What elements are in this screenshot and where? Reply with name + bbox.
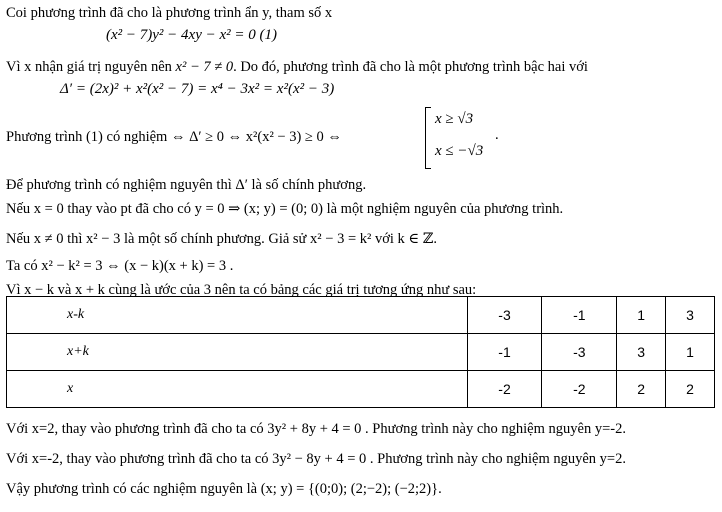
line-divisors: Vì x − k và x + k cùng là ước của 3 nên ta có bảng các giá trị tương ứng như sau: <box>6 282 477 298</box>
table-cell: 3 <box>617 334 666 371</box>
table-cell: -1 <box>467 334 542 371</box>
table-row-head: x-k <box>7 297 468 334</box>
table-row-head: x <box>7 371 468 408</box>
table-cell: -3 <box>467 297 542 334</box>
line-integer-condition-a: Vì x nhận giá trị nguyên nên <box>6 59 176 75</box>
table-cell: -2 <box>542 371 617 408</box>
table-row-head: x+k <box>7 334 468 371</box>
table-row <box>7 371 715 408</box>
line-x-equals-minus-2: Với x=-2, thay vào phương trình đã cho ta có 3y² − 8y + 4 = 0 . Phương trình này cho nghiệm nguyên y=2. <box>6 451 626 467</box>
table-row <box>7 297 715 334</box>
line-case-x-nonzero: Nếu x ≠ 0 thì x² − 3 là một số chính phương. Giả sử x² − 3 = k² với k ∈ ℤ. <box>6 231 437 247</box>
line-factorization: Ta có x² − k² = 3 ⇔ (x − k)(x + k) = 3 . <box>6 258 234 274</box>
table-cell: -2 <box>467 371 542 408</box>
line-integer-condition-math: x² − 7 ≠ 0 <box>175 59 234 75</box>
case-positive: x ≥ √3 <box>435 111 474 127</box>
table-cell: 1 <box>666 334 715 371</box>
table-cell: 2 <box>666 371 715 408</box>
line-case-x-zero: Nếu x = 0 thay vào pt đã cho có y = 0 ⇒ (x; y) = (0; 0) là một nghiệm nguyên của phương trình. <box>6 201 564 217</box>
solution-cases <box>425 107 515 169</box>
cases-period: . <box>495 127 499 143</box>
line-x-equals-2: Với x=2, thay vào phương trình đã cho ta có 3y² + 8y + 4 = 0 . Phương trình này cho nghiệm nguyên y=-2. <box>6 421 626 437</box>
case-negative: x ≤ −√3 <box>435 143 484 159</box>
line-conclusion: Vậy phương trình có các nghiệm nguyên là (x; y) = {(0;0); (2;−2); (−2;2)}. <box>6 481 442 497</box>
line-integer-condition-b: . Do đó, phương trình đã cho là một phương trình bậc hai với <box>233 59 588 75</box>
table-row <box>7 334 715 371</box>
table-cell: -3 <box>542 334 617 371</box>
table-cell: -1 <box>542 297 617 334</box>
cases-bracket <box>425 107 431 169</box>
line-integer-condition <box>6 58 588 76</box>
line-perfect-square: Để phương trình có nghiệm nguyên thì Δ′ là số chính phương. <box>6 177 367 193</box>
values-table <box>6 296 715 408</box>
equation-delta: Δ′ = (2x)² + x²(x² − 7) = x⁴ − 3x² = x²(x² − 3) <box>60 81 335 97</box>
table-cell: 3 <box>666 297 715 334</box>
equation-1: (x² − 7)y² − 4xy − x² = 0 (1) <box>106 27 277 43</box>
table-cell: 1 <box>617 297 666 334</box>
line-intro: Coi phương trình đã cho là phương trình ẩn y, tham số x <box>6 5 333 21</box>
line-has-root-condition: Phương trình (1) có nghiệm ⇔ Δ′ ≥ 0 ⇔ x²(x² − 3) ≥ 0 ⇔ <box>6 129 342 145</box>
table-cell: 2 <box>617 371 666 408</box>
